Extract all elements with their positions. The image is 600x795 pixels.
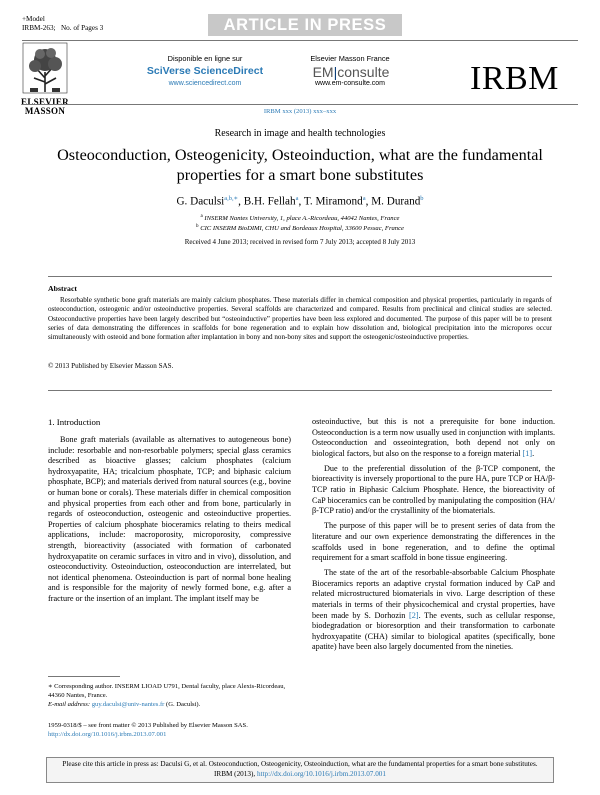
em-logo-part: EM [312, 64, 334, 80]
affiliation-a-marker: a [200, 214, 203, 219]
right-paragraph-4-end: . The events, such as cellular response, biodegradation or bioresorption and their transformation to carbonate hydroxyapatite (CHA) similar to biological apatites (specifically, bone apatite) have been also largely documented from the nineties. [312, 610, 555, 652]
cite-box-doi-link[interactable]: http://dx.doi.org/10.1016/j.irbm.2013.07.001 [256, 769, 386, 778]
available-online-label: Disponible en ligne sur [167, 54, 243, 63]
corresponding-author-footnote [48, 682, 298, 709]
abstract-copyright: © 2013 Published by Elsevier Masson SAS. [48, 362, 174, 370]
right-column [312, 417, 555, 657]
author-fellah: , B.H. Fellah [238, 195, 296, 208]
masson-word: MASSON [24, 106, 66, 116]
abstract-heading: Abstract [48, 284, 78, 293]
introduction-heading: 1. Introduction [48, 417, 101, 427]
abstract-divider-bottom [48, 390, 552, 391]
affiliation-b [22, 224, 578, 232]
doi-link[interactable]: http://dx.doi.org/10.1016/j.irbm.2013.07.001 [48, 730, 167, 738]
reference-line [22, 24, 103, 33]
cite-this-article-box [46, 757, 554, 783]
abstract-divider-top [48, 276, 552, 277]
consulte-logo-part: consulte [337, 64, 390, 80]
journal-citation-line[interactable]: IRBM xxx (2013) xxx–xxx [263, 108, 337, 115]
irbm-journal-logo: IRBM [470, 60, 559, 97]
right-paragraph-1 [312, 417, 555, 459]
affiliation-b-text: CIC INSERM BioDIMI, CHU and Bordeaux Hospital, 33600 Pessac, France [200, 225, 404, 233]
author-miramond-affil[interactable]: a [362, 195, 366, 202]
em-logo-bar: | [333, 64, 338, 80]
sciverse-sciencedirect-logo[interactable]: SciVerse ScienceDirect [146, 65, 264, 77]
em-consulte-logo[interactable] [306, 64, 396, 80]
elsevier-masson-france-label: Elsevier Masson France [310, 54, 390, 63]
header-divider-bottom [22, 104, 578, 105]
header-divider-top [22, 40, 578, 41]
elsevier-tree-icon [22, 42, 68, 104]
issn-line: 1959-0318/$ – see front matter © 2013 Published by Elsevier Masson SAS. [48, 722, 248, 729]
article-in-press-banner: ARTICLE IN PRESS [208, 14, 402, 36]
author-list [22, 194, 578, 208]
email-suffix: (G. Daculsi). [164, 701, 201, 708]
em-consulte-link[interactable]: www.em-consulte.com [314, 80, 386, 87]
page-count: No. of Pages 3 [60, 24, 104, 32]
citation-1-link[interactable]: [1] [522, 448, 533, 458]
author-miramond: , T. Miramond [298, 195, 363, 208]
affiliation-a-text: INSERM Nantes University, 1, place A.-Ricordeau, 44042 Nantes, France [204, 215, 400, 223]
model-label: +Model [22, 15, 45, 23]
email-link[interactable]: guy.daculsi@univ-nantes.fr [91, 701, 165, 708]
author-daculsi: G. Daculsi [176, 195, 225, 208]
issn-block [48, 722, 348, 740]
cite-box-text: Please cite this article in press as: Daculsi G, et al. Osteoconduction, Osteogenicity, Osteoinduction, what are the fundamental properties for a smart bone substitutes. IRBM (2013), [62, 760, 538, 778]
email-line [48, 700, 298, 709]
left-column-text: Bone graft materials (available as alternatives to autogeneous bone) include: resorbable and non-resorbable polymers; special glass ceramics described as bioactive glasses; calcium phosphates (calcium hydroxyapatite, HA; tricalcium phosphate, TCP; and biphasic calcium phosphate, BCP); and materials derived from natural sources (e.g., bovine or human bone or corals). These materials differ in chemical composition and physical properties from each other and from bone, particularly in regards of osteoconduction, osteogenic and osteoinductive properties. Properties of calcium phosphate bioceramics relating to theirs medical applications, include: macroporosity, microporosity, compressive strength, bioreactivity (associated with formation of carbonated hydroxyapatite on ceramic surfaces in vitro and in vivo), dissolution, and osteoconductivity. Osteoinduction, osteoconduction are interrelated, but not identical phenomena. Osteoinduction is part of normal bone healing and is responsible for the majority of newly formed bone, e.g. after a fracture or the insertion of an implant. The implant itself may be [48, 435, 291, 603]
author-durand-affil[interactable]: b [420, 195, 424, 202]
section-label: Research in image and health technologies [214, 128, 386, 139]
sciencedirect-link[interactable]: www.sciencedirect.com [168, 80, 242, 87]
received-dates: Received 4 June 2013; received in revised form 7 July 2013; accepted 8 July 2013 [184, 238, 416, 246]
author-durand: , M. Durand [365, 195, 421, 208]
manuscript-header [22, 15, 103, 33]
right-paragraph-4 [312, 568, 555, 653]
right-paragraph-2: Due to the preferential dissolution of the β-TCP component, the bioreactivity is inversely proportional to the pure HA, pure TCP or HA/β-TCP ratio in Biphasic Calcium Phosphate. Hence, the bioreactivity of CaP bioceramics can be controlled by manipulating the composition (HA/β-TCP ratio) and/or the crystallinity of the biomaterials. [312, 463, 555, 516]
article-title: Osteoconduction, Osteogenicity, Osteoinduction, what are the fundamental properties for a smart bone substitutes [57, 146, 543, 184]
footnote-divider [48, 676, 120, 677]
abstract-text: Resorbable synthetic bone graft materials are mainly calcium phosphates. These materials differ in chemical composition and physical properties, particularly in regards of osteoconduction, osteogenic and/or osteoinductive properties. Several scaffolds are characterized and compared. Results from preclinical and clinical studies are selected. Osteoconductive properties have been largely described but “osteoinductive” properties have been less explored and documented. The purpose of this paper will be to present series of data demonstrating the differences in scaffolds for bone regeneration and to explain how dissolution and, biological precipitation into the micropores occur simultaneously with osteoid and bone formation after implantation in bony and non-bony sites and support the osteogenic/osteoinductive properties. [48, 296, 552, 342]
right-paragraph-3: The purpose of this paper will be to present series of data from the literature and our own experience demonstrating the differences in the scaffolds used in bone regeneration, and to define the optimal requirement for a smart scaffold in bone tissue engineering. [312, 521, 555, 563]
author-daculsi-affil[interactable]: a,b,∗ [224, 195, 239, 202]
author-fellah-affil[interactable]: a [295, 195, 299, 202]
right-paragraph-4-text: The state of the art of the resorbable-absorbable Calcium Phosphate Bioceramics reports an adaptive crystal formation induced by CaP and related microstructured biomaterials in vivo. Large description of these materials in terms of their physicochemical and crystal properties, have been made by S. Dorhozin [312, 568, 555, 620]
elsevier-word: ELSEVIER [21, 97, 69, 107]
right-paragraph-1-end: . [532, 448, 535, 458]
affiliation-b-marker: b [196, 224, 199, 229]
right-paragraph-1-text: osteoinductive, but this is not a prerequisite for bone induction. Osteoconduction is a term now usually used in conjunction with implants. Osteoconduction and osseointegration, both depend not only on biological factors, but also on the response to a foreign material [312, 417, 555, 458]
corresponding-author-text: ∗ Corresponding author. INSERM LIOAD U791, Dental faculty, place Alexis-Ricordeau, 44360 Nantes, France. [48, 683, 286, 699]
article-ref: IRBM-263; [22, 24, 56, 32]
citation-2-link[interactable]: [2] [409, 610, 419, 620]
email-label: E-mail address: [48, 701, 92, 708]
affiliation-a [22, 214, 578, 222]
